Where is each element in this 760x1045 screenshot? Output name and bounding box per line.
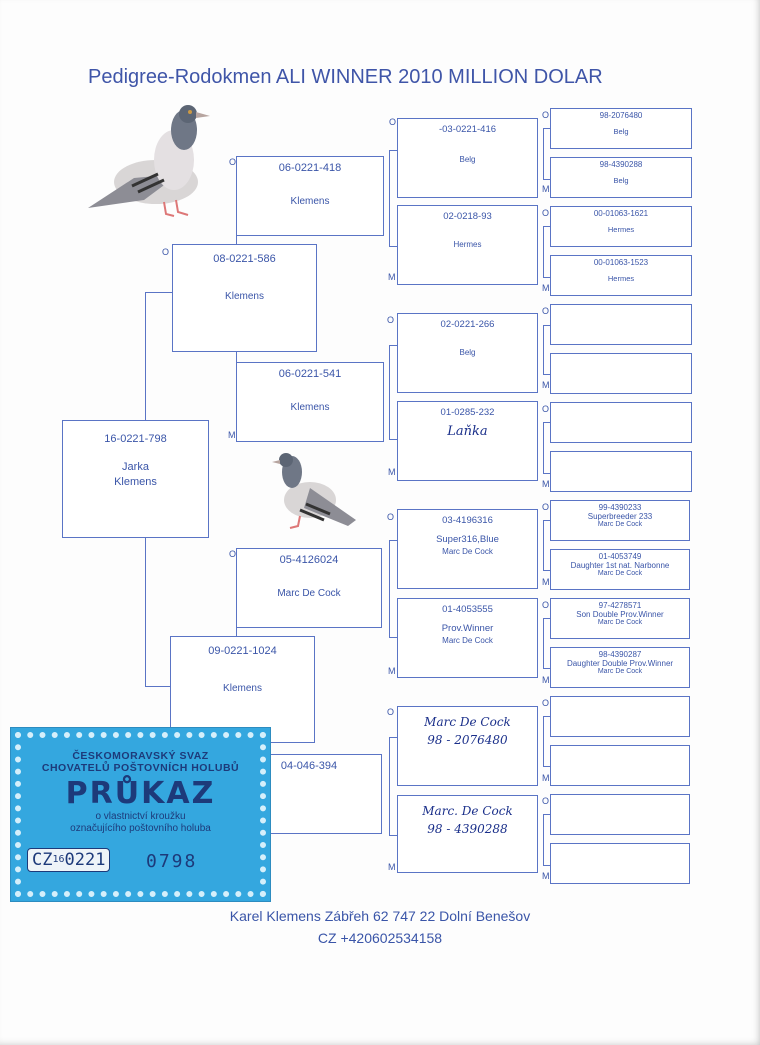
cock-marker: O: [387, 512, 395, 522]
gen4-ring: 98-2076480: [599, 111, 643, 120]
gen4-name: Belg: [613, 176, 629, 185]
gen2-ring: 05-4126024: [279, 554, 339, 566]
gen3-ring: 03-4196316: [442, 515, 493, 526]
gen2-ring: 06-0221-418: [278, 162, 342, 174]
gen2-name: Klemens: [290, 402, 330, 413]
gen3-box: [397, 706, 538, 786]
pigeon-image-middle: [270, 448, 360, 533]
gen3-box: [397, 795, 538, 873]
footer-phone: CZ +420602534158: [317, 930, 443, 946]
gen4-box: [550, 157, 692, 198]
cock-marker: O: [542, 502, 550, 512]
gen3-ring-handwritten: Marc De Cock: [424, 715, 511, 729]
card-country: CZ: [32, 850, 53, 870]
dam-name: Klemens: [223, 683, 262, 694]
gen3-box: [397, 509, 538, 589]
gen4-breeder: Marc De Cock: [597, 521, 643, 528]
cock-marker: O: [387, 315, 395, 325]
gen4-box: [550, 745, 690, 786]
gen3-name: Super316,Blue: [436, 534, 499, 545]
gen4-name: Hermes: [607, 225, 635, 234]
gen4-ring: 00-01063-1523: [593, 258, 649, 267]
gen4-box: [550, 108, 692, 149]
card-year: 16: [52, 854, 65, 865]
cock-marker: O: [542, 208, 550, 218]
gen3-ring: 01-0285-232: [440, 407, 495, 418]
gen3-ring-handwritten: Marc. De Cock: [422, 804, 513, 818]
cock-marker: O: [162, 247, 170, 257]
gen4-name: Daughter Double Prov.Winner: [566, 659, 674, 668]
hen-marker: M: [542, 283, 550, 293]
card-heading: PRŮKAZ: [65, 776, 216, 811]
gen3-name: Belg: [459, 155, 476, 164]
ring-ownership-card: [10, 727, 271, 902]
gen4-box: [550, 255, 692, 296]
gen4-name: Superbreeder 233: [587, 512, 653, 521]
gen4-ring: 97-4278571: [598, 601, 642, 610]
gen4-box: [550, 647, 690, 688]
hen-marker: M: [228, 430, 236, 440]
gen3-name-handwritten: 98 - 2076480: [427, 733, 508, 747]
cock-marker: O: [229, 157, 237, 167]
gen4-box: [550, 402, 692, 443]
subject-breeder: Klemens: [114, 476, 157, 488]
gen4-name: Daughter 1st nat. Narbonne: [570, 561, 670, 570]
gen3-ring: 02-0221-266: [440, 319, 495, 330]
gen4-name: Hermes: [607, 274, 635, 283]
cock-marker: O: [542, 796, 550, 806]
gen4-box: [550, 500, 690, 541]
gen3-box: [397, 118, 538, 198]
cock-marker: O: [542, 404, 550, 414]
gen4-name: Son Double Prov.Winner: [576, 610, 664, 619]
subject-ring: 16-0221-798: [104, 433, 167, 445]
gen4-box: [550, 549, 690, 590]
sire-box: [172, 244, 317, 352]
card-club: 0221: [64, 850, 106, 870]
gen4-ring: 99-4390233: [598, 503, 642, 512]
gen3-breeder: Marc De Cock: [442, 547, 493, 556]
gen3-box: [397, 598, 538, 678]
subject-name: Jarka: [122, 461, 149, 473]
gen3-breeder: Marc De Cock: [442, 636, 493, 645]
hen-marker: M: [542, 577, 550, 587]
hen-marker: M: [542, 773, 550, 783]
gen4-ring: 00-01063-1621: [593, 209, 649, 218]
gen3-name-handwritten: Laňka: [447, 424, 488, 439]
cock-marker: O: [389, 117, 397, 127]
card-line2: CHOVATELŮ POŠTOVNÍCH HOLUBŮ: [41, 762, 240, 774]
gen3-name: Belg: [459, 348, 476, 357]
gen3-ring: -03-0221-416: [438, 124, 497, 135]
card-line1: ČESKOMORAVSKÝ SVAZ: [72, 750, 209, 762]
hen-marker: M: [388, 666, 396, 676]
gen3-ring: 01-4053555: [442, 604, 493, 615]
gen2-ring: 04-046-394: [280, 760, 338, 772]
gen2-box: [236, 548, 382, 628]
footer-address: Karel Klemens Zábřeh 62 747 22 Dolní Benešov: [229, 908, 531, 924]
gen2-box: [236, 362, 384, 442]
subject-box: [62, 420, 209, 538]
card-line4: označujícího poštovního holuba: [70, 823, 211, 834]
gen2-box: [236, 156, 384, 236]
hen-marker: M: [542, 871, 550, 881]
card-line3: o vlastnictví kroužku: [95, 811, 186, 822]
sire-name: Klemens: [225, 291, 264, 302]
gen4-box: [550, 794, 690, 835]
gen2-name: Marc De Cock: [277, 588, 341, 599]
gen4-name: Belg: [613, 127, 629, 136]
gen4-box: [550, 843, 690, 884]
cock-marker: O: [542, 110, 550, 120]
cock-marker: O: [387, 707, 395, 717]
gen4-ring: 98-4390287: [598, 650, 642, 659]
gen2-name: Klemens: [290, 196, 330, 207]
cock-marker: O: [542, 698, 550, 708]
gen3-ring: 02-0218-93: [443, 211, 492, 222]
hen-marker: M: [542, 675, 550, 685]
gen3-box: [397, 313, 538, 393]
card-ring-code: [27, 848, 110, 872]
gen3-name-handwritten: 98 - 4390288: [427, 822, 508, 836]
hen-marker: M: [542, 380, 550, 390]
gen4-box: [550, 451, 692, 492]
gen4-box: [550, 696, 690, 737]
gen4-ring: 01-4053749: [598, 552, 642, 561]
hen-marker: M: [542, 184, 550, 194]
gen4-box: [550, 206, 692, 247]
gen3-name: Prov.Winner: [441, 623, 494, 634]
gen2-ring: 06-0221-541: [278, 368, 342, 380]
gen4-breeder: Marc De Cock: [597, 668, 643, 675]
gen3-box: [397, 401, 538, 481]
card-ring-number: 0798: [146, 851, 198, 872]
page-title: Pedigree-Rodokmen ALI WINNER 2010 MILLION DOLAR: [88, 66, 603, 88]
gen4-breeder: Marc De Cock: [597, 619, 643, 626]
hen-marker: M: [388, 467, 396, 477]
hen-marker: M: [388, 862, 396, 872]
gen4-box: [550, 353, 692, 394]
gen4-ring: 98-4390288: [599, 160, 643, 169]
gen4-box: [550, 304, 692, 345]
gen3-name: Hermes: [453, 240, 482, 249]
gen4-breeder: Marc De Cock: [597, 570, 643, 577]
pigeon-image-top: [84, 100, 216, 225]
hen-marker: M: [388, 272, 396, 282]
dam-ring: 09-0221-1024: [208, 645, 277, 657]
cock-marker: O: [542, 306, 550, 316]
sire-ring: 08-0221-586: [213, 253, 276, 265]
gen4-box: [550, 598, 690, 639]
hen-marker: M: [542, 479, 550, 489]
cock-marker: O: [229, 549, 237, 559]
cock-marker: O: [542, 600, 550, 610]
gen3-box: [397, 205, 538, 285]
